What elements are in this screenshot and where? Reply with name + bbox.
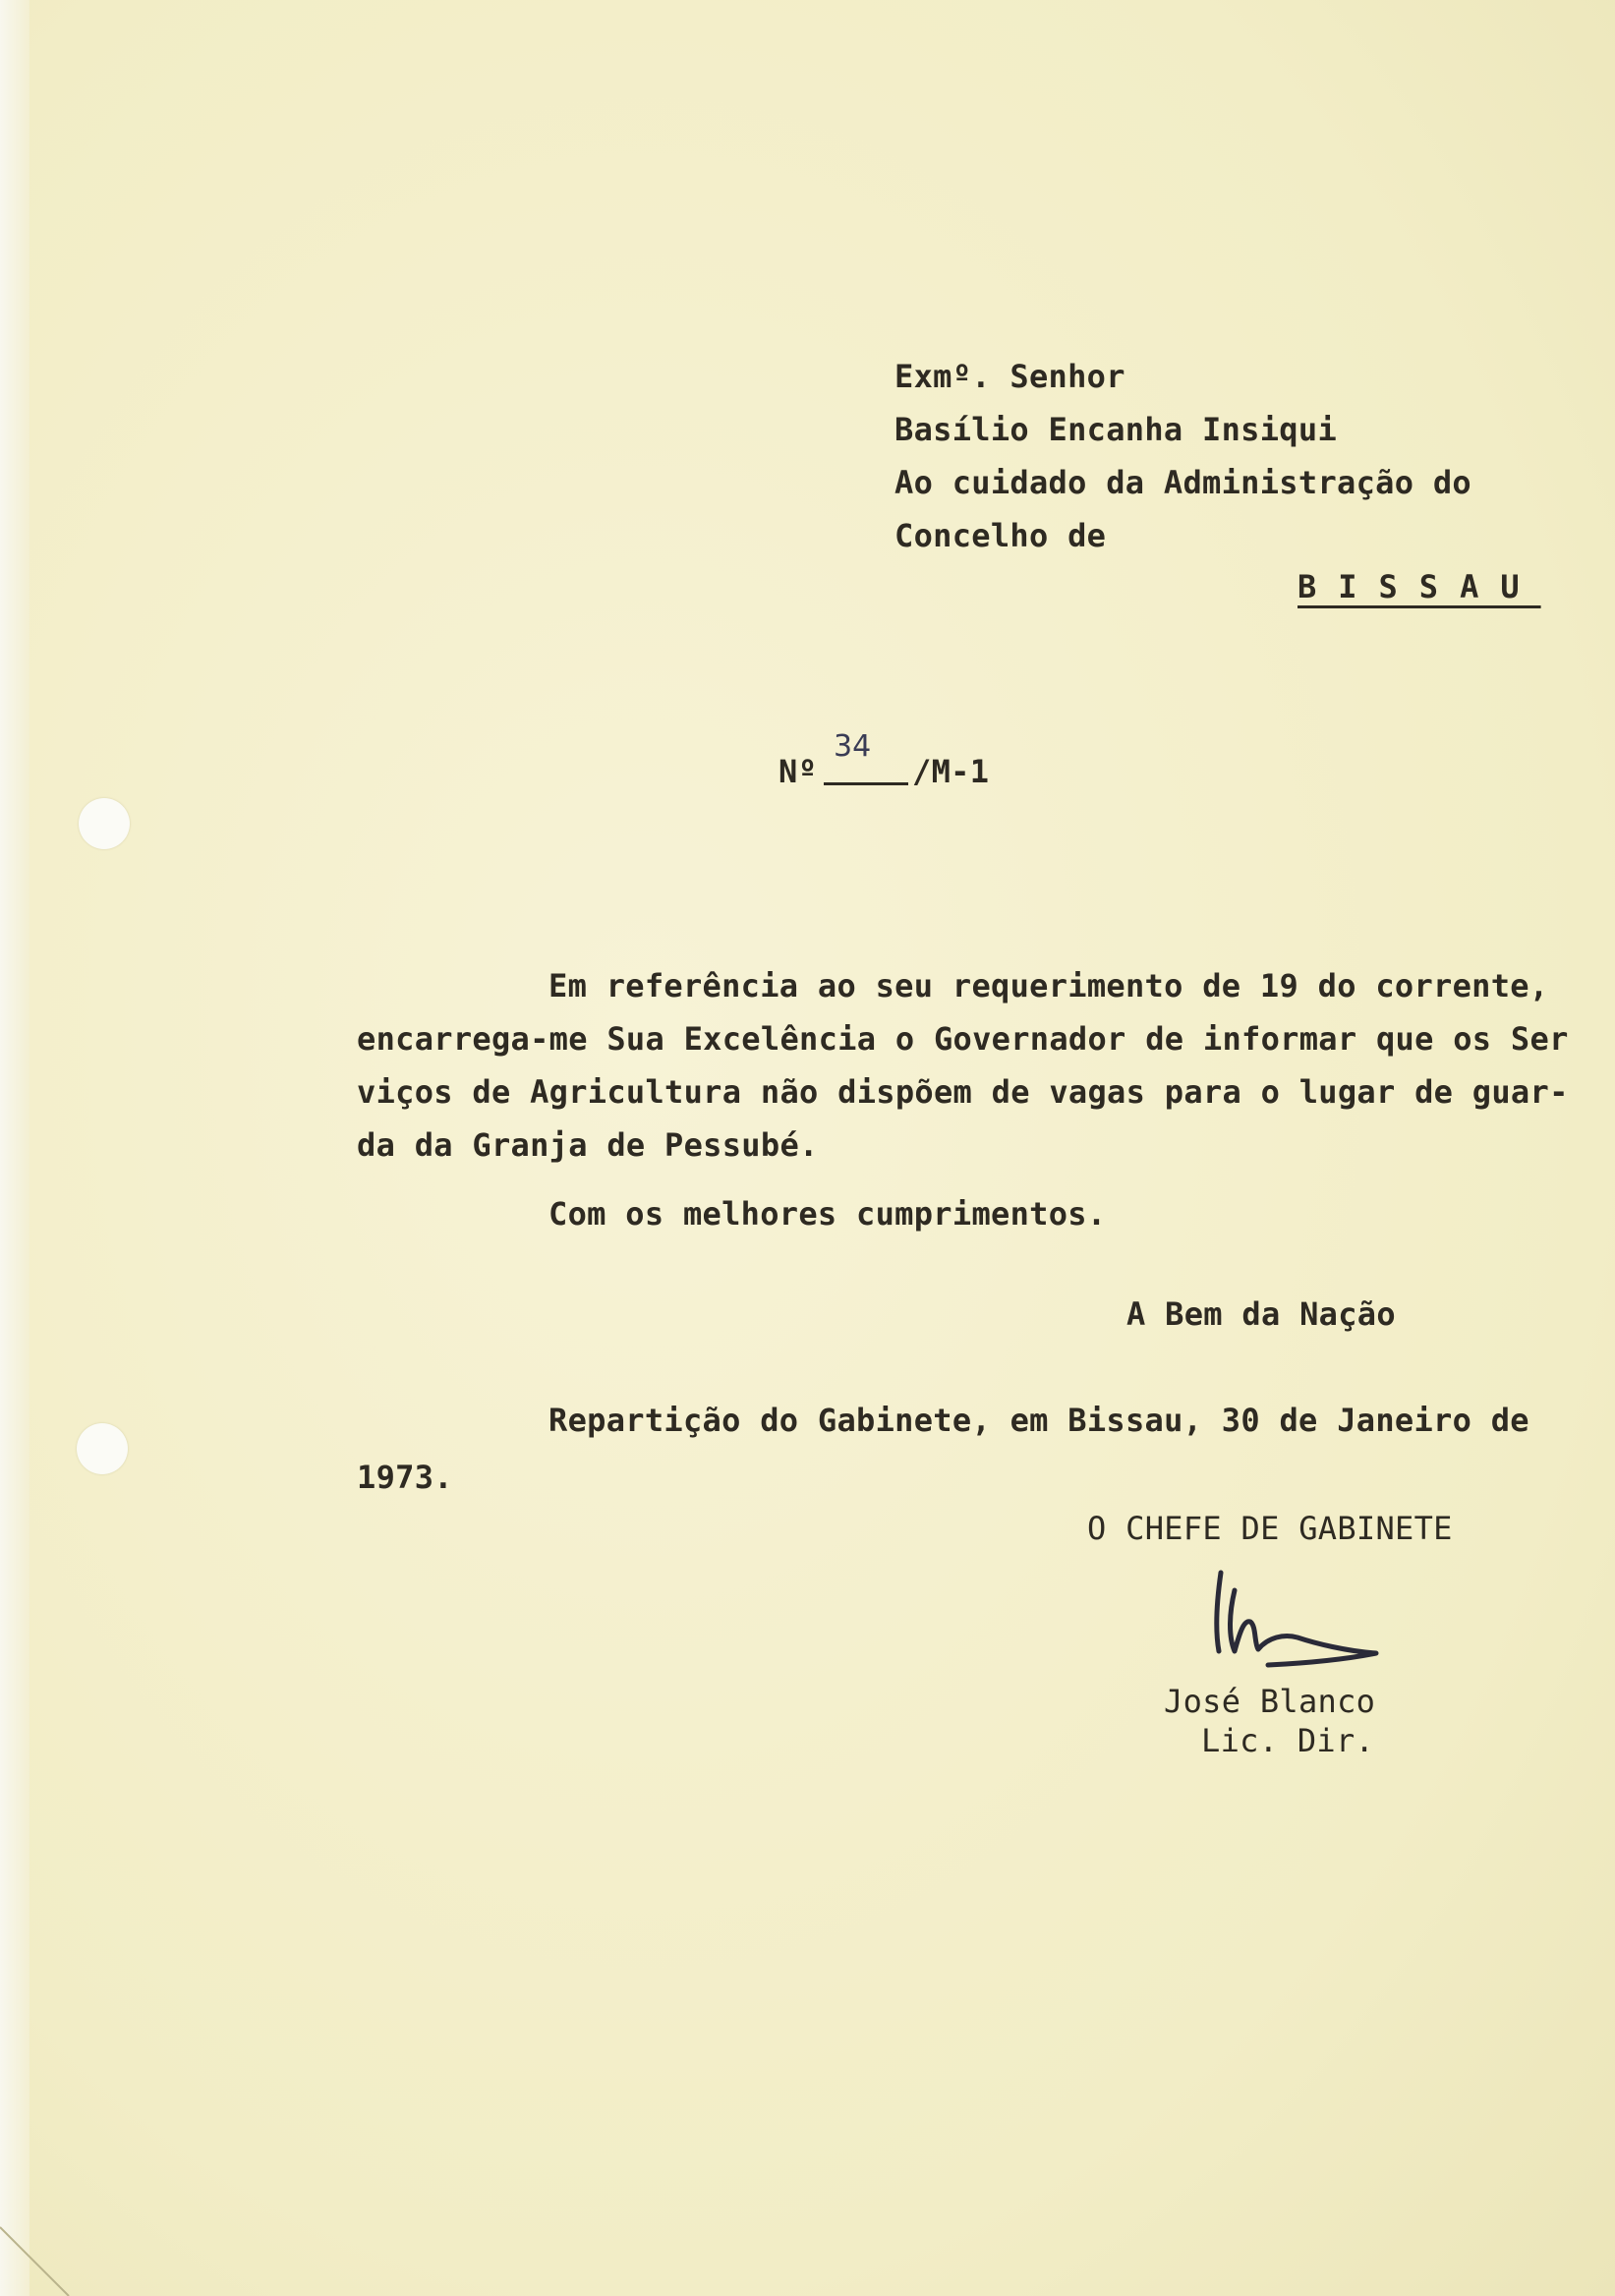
reference-suffix: /M-1: [912, 753, 990, 790]
address-salutation: Exmº. Senhor: [894, 358, 1125, 395]
address-city: BISSAU: [1298, 568, 1541, 605]
body-line-1: Em referência ao seu requerimento de 19 do corrente,: [548, 967, 1549, 1004]
body-line-4: da da Granja de Pessubé.: [357, 1126, 819, 1164]
folded-corner: [0, 2208, 88, 2296]
reference-blank-line: [824, 782, 908, 785]
reference-prefix: Nº: [779, 753, 818, 790]
address-council: Concelho de: [894, 517, 1107, 554]
address-name: Basílio Encanha Insiqui: [894, 411, 1338, 448]
date-line-1: Repartição do Gabinete, em Bissau, 30 de Janeiro de: [548, 1402, 1529, 1439]
date-line-2: 1973.: [357, 1459, 453, 1496]
address-care-of: Ao cuidado da Administração do: [894, 464, 1471, 501]
page-edge: [0, 0, 29, 2296]
body-line-3: viços de Agricultura não dispõem de vagas para o lugar de guar-: [357, 1073, 1569, 1111]
reference-number-handwritten: 34: [834, 729, 872, 764]
signatory-name: José Blanco: [1164, 1683, 1376, 1720]
punch-hole-top: [79, 798, 130, 849]
handwritten-signature: [1199, 1561, 1396, 1679]
body-line-2: encarrega-me Sua Excelência o Governador de informar que os Ser: [357, 1020, 1569, 1058]
signature-title: O CHEFE DE GABINETE: [1087, 1510, 1453, 1547]
motto: A Bem da Nação: [1126, 1295, 1396, 1333]
closing-line: Com os melhores cumprimentos.: [548, 1195, 1107, 1233]
punch-hole-bottom: [77, 1423, 128, 1474]
signatory-credentials: Lic. Dir.: [1201, 1722, 1375, 1759]
